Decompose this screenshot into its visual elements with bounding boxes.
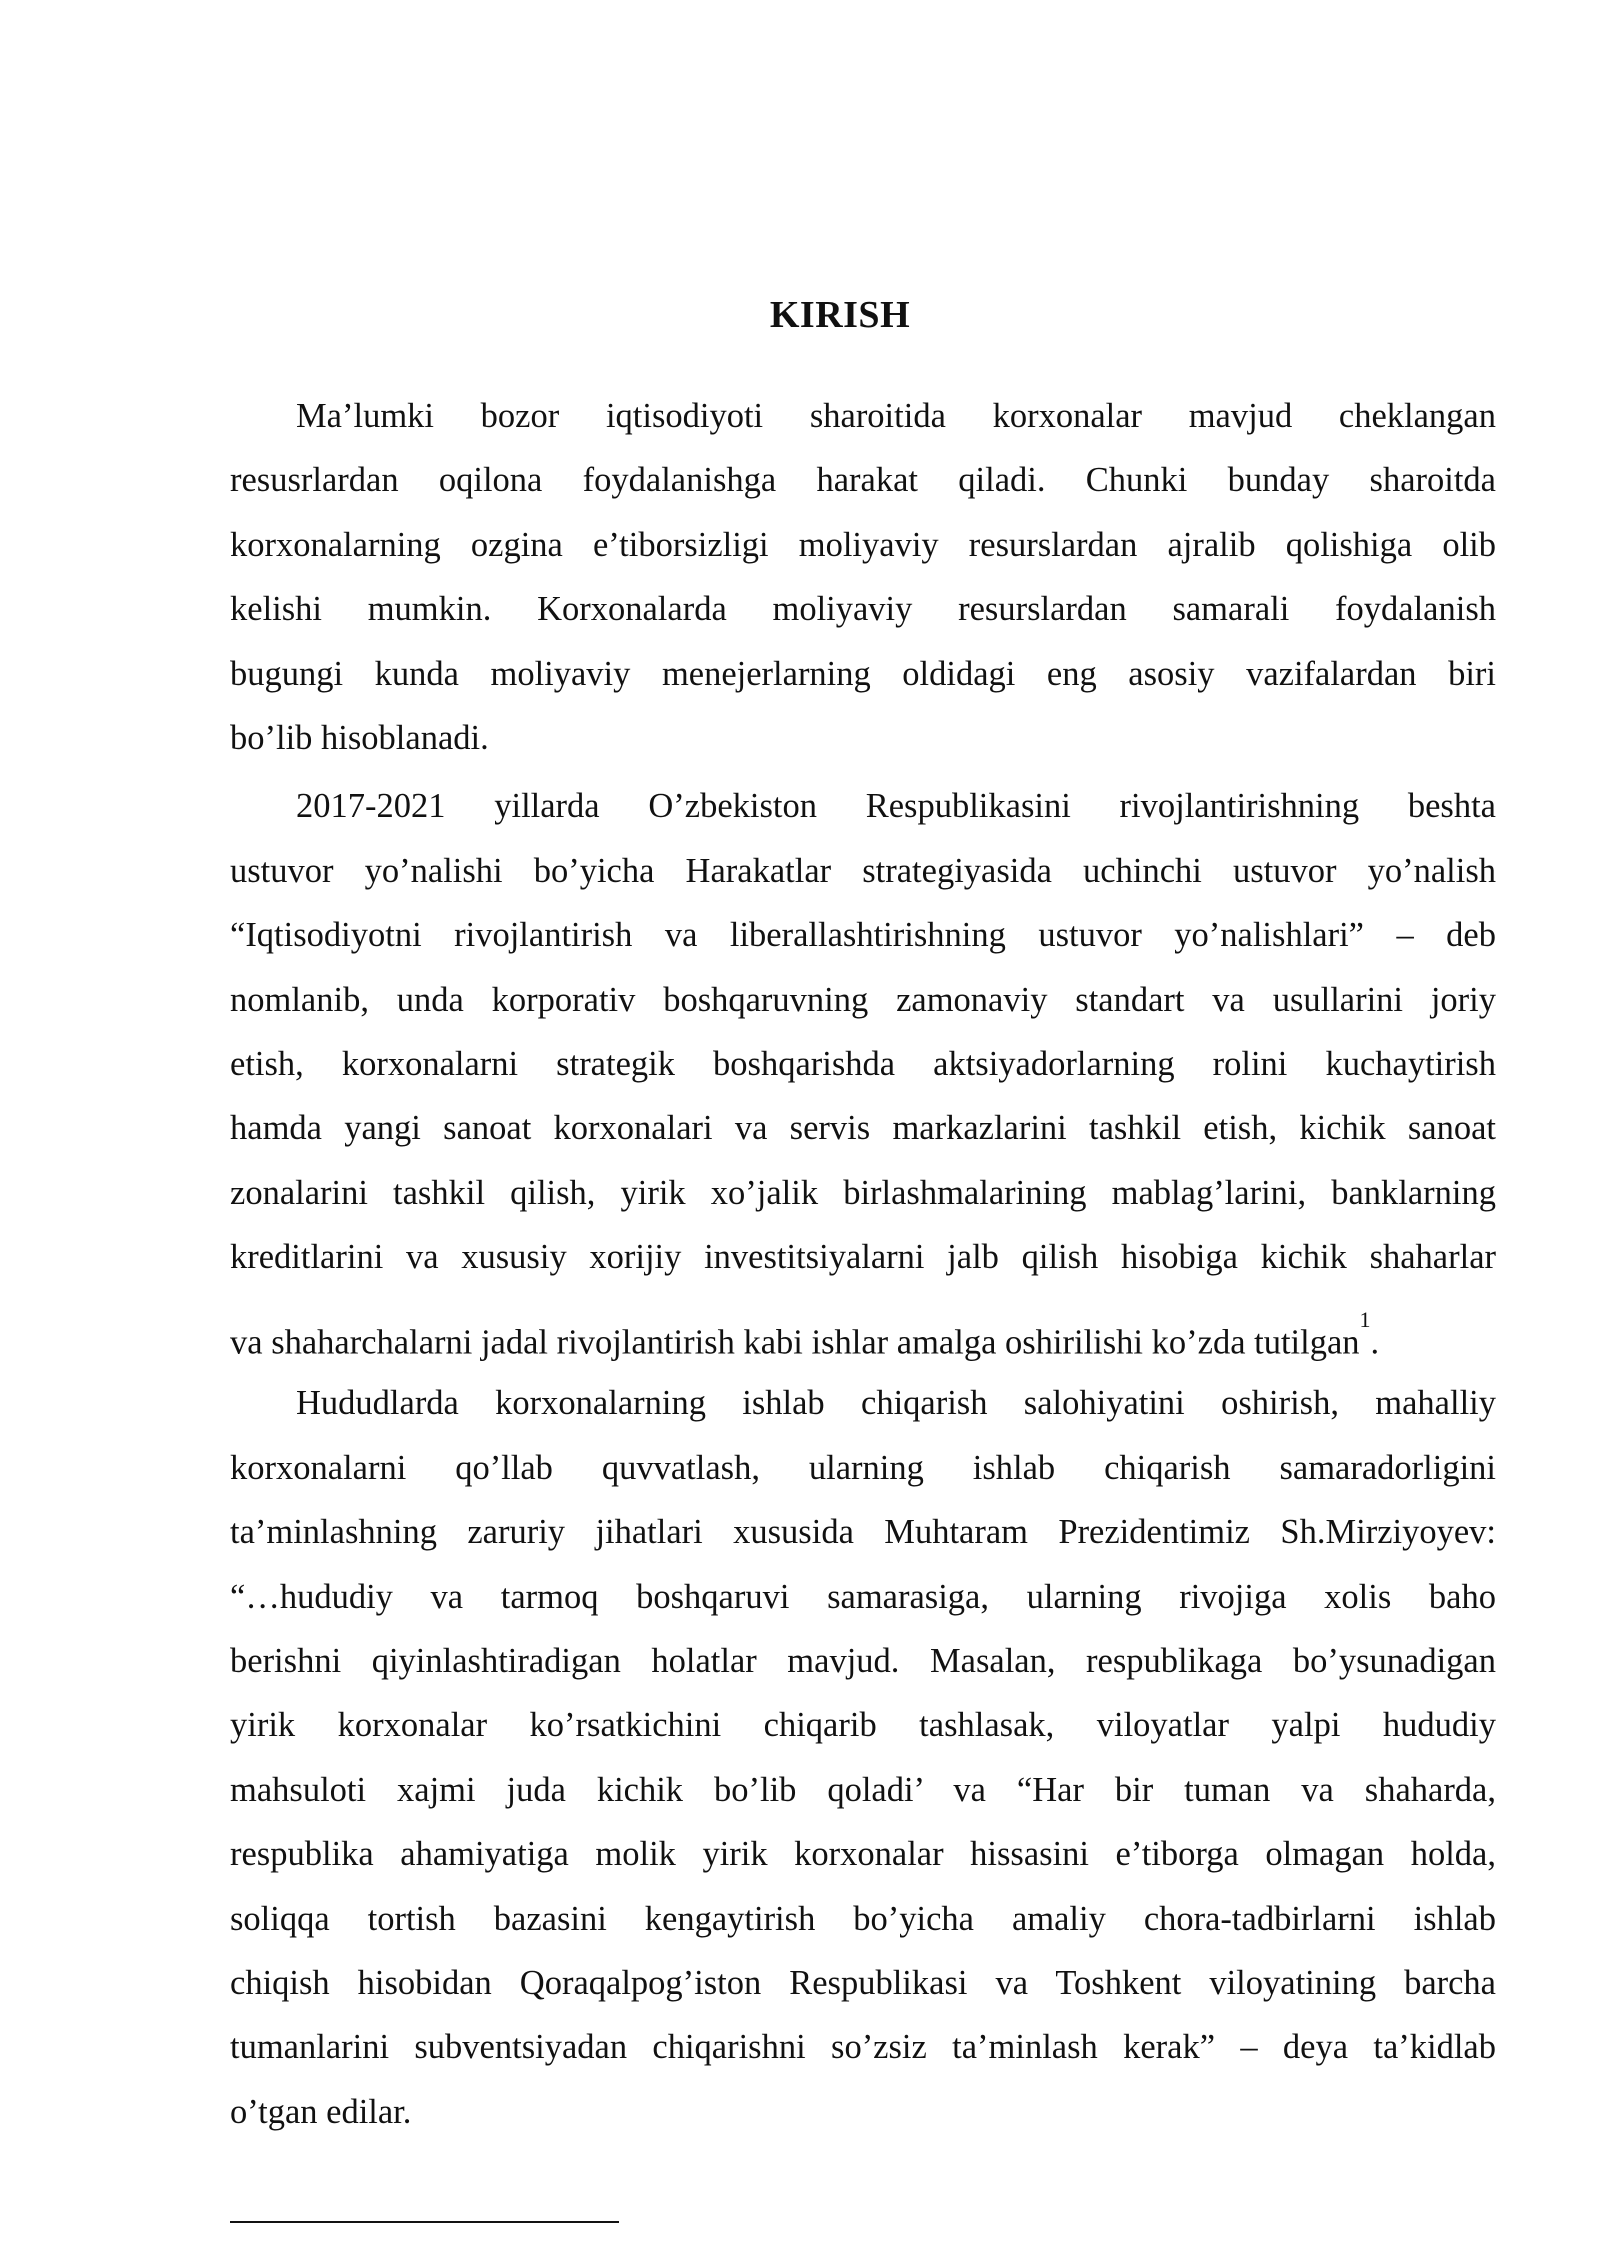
page-title: KIRISH — [769, 294, 911, 336]
text-line: hamda yangi sanoat korxonalari va servis markazlarini tashkil etish, kichik sanoat — [230, 1109, 1496, 1148]
sentence-end: . — [1370, 1323, 1380, 1362]
text-line: respublika ahamiyatiga molik yirik korxonalar hissasini e’tiborga olmagan holda, — [230, 1835, 1496, 1874]
text-line: Hududlarda korxonalarning ishlab chiqarish salohiyatini oshirish, mahalliy — [296, 1384, 1496, 1423]
text-line: berishni qiyinlashtiradigan holatlar mavjud. Masalan, respublikaga bo’ysunadigan — [230, 1642, 1496, 1681]
text-line: bugungi kunda moliyaviy menejerlarning oldidagi eng asosiy vazifalardan biri — [230, 654, 1496, 693]
paragraph-3 — [230, 1371, 1496, 2144]
text-line: nomlanib, unda korporativ boshqaruvning zamonaviy standart va usullarini joriy — [230, 980, 1496, 1019]
text-line: o’tgan edilar. — [230, 2092, 412, 2131]
text-line: bo’lib hisoblanadi. — [230, 718, 489, 757]
text-line: mahsuloti xajmi juda kichik bo’lib qoladi’ va “Har bir tuman va shaharda, — [230, 1770, 1496, 1809]
paragraph-1 — [230, 384, 1496, 770]
text-line: ustuvor yo’nalishi bo’yicha Harakatlar strategiyasida uchinchi ustuvor yo’nalish — [230, 851, 1496, 890]
text-line: etish, korxonalarni strategik boshqarishda aktsiyadorlarning rolini kuchaytirish — [230, 1044, 1496, 1083]
text-line: kreditlarini va xususiy xorijiy investitsiyalarni jalb qilish hisobiga kichik shaharlar — [230, 1238, 1496, 1277]
text-line: ta’minlashning zaruriy jihatlari xususida Muhtaram Prezidentimiz Sh.Mirziyoyev: — [230, 1513, 1496, 1552]
paragraph-2 — [230, 774, 1496, 1367]
text-line: 2017-2021 yillarda O’zbekiston Respublikasini rivojlantirishning beshta — [296, 787, 1496, 826]
text-line: “Iqtisodiyotni rivojlantirish va liberallashtirishning ustuvor yo’nalishlari” – deb — [230, 916, 1496, 955]
text-line: tumanlarini subventsiyadan chiqarishni so’zsiz ta’minlash kerak” – deya ta’kidlab — [230, 2028, 1496, 2067]
text-line: kelishi mumkin. Korxonalarda moliyaviy resurslardan samarali foydalanish — [230, 590, 1496, 629]
text-line: korxonalarning ozgina e’tiborsizligi moliyaviy resurslardan ajralib qolishiga olib — [230, 525, 1496, 564]
text-line: yirik korxonalar ko’rsatkichini chiqarib tashlasak, viloyatlar yalpi hududiy — [230, 1706, 1496, 1745]
text-line: soliqqa tortish bazasini kengaytirish bo’yicha amaliy chora-tadbirlarni ishlab — [230, 1899, 1496, 1938]
footnote-separator — [230, 2221, 619, 2223]
text-line: resusrlardan oqilona foydalanishga harakat qiladi. Chunki bunday sharoitda — [230, 461, 1496, 500]
footnote-reference[interactable]: 1 — [1359, 1307, 1371, 1333]
text-line: zonalarini tashkil qilish, yirik xo’jalik birlashmalarining mablag’larini, banklarning — [230, 1173, 1496, 1212]
text-line-with-footnote — [230, 1289, 1496, 1367]
text-line: chiqish hisobidan Qoraqalpog’iston Respublikasi va Toshkent viloyatining barcha — [230, 1963, 1496, 2002]
body-text — [230, 384, 1496, 2148]
text-line: “…hududiy va tarmoq boshqaruvi samarasiga, ularning rivojiga xolis baho — [230, 1577, 1496, 1616]
text-line: Ma’lumki bozor iqtisodiyoti sharoitida korxonalar mavjud cheklangan — [296, 397, 1496, 435]
text-line: korxonalarni qo’llab quvvatlash, ularning ishlab chiqarish samaradorligini — [230, 1448, 1496, 1487]
text-line-segment: va shaharchalarni jadal rivojlantirish kabi ishlar amalga oshirilishi ko’zda tutilgan — [230, 1323, 1360, 1362]
